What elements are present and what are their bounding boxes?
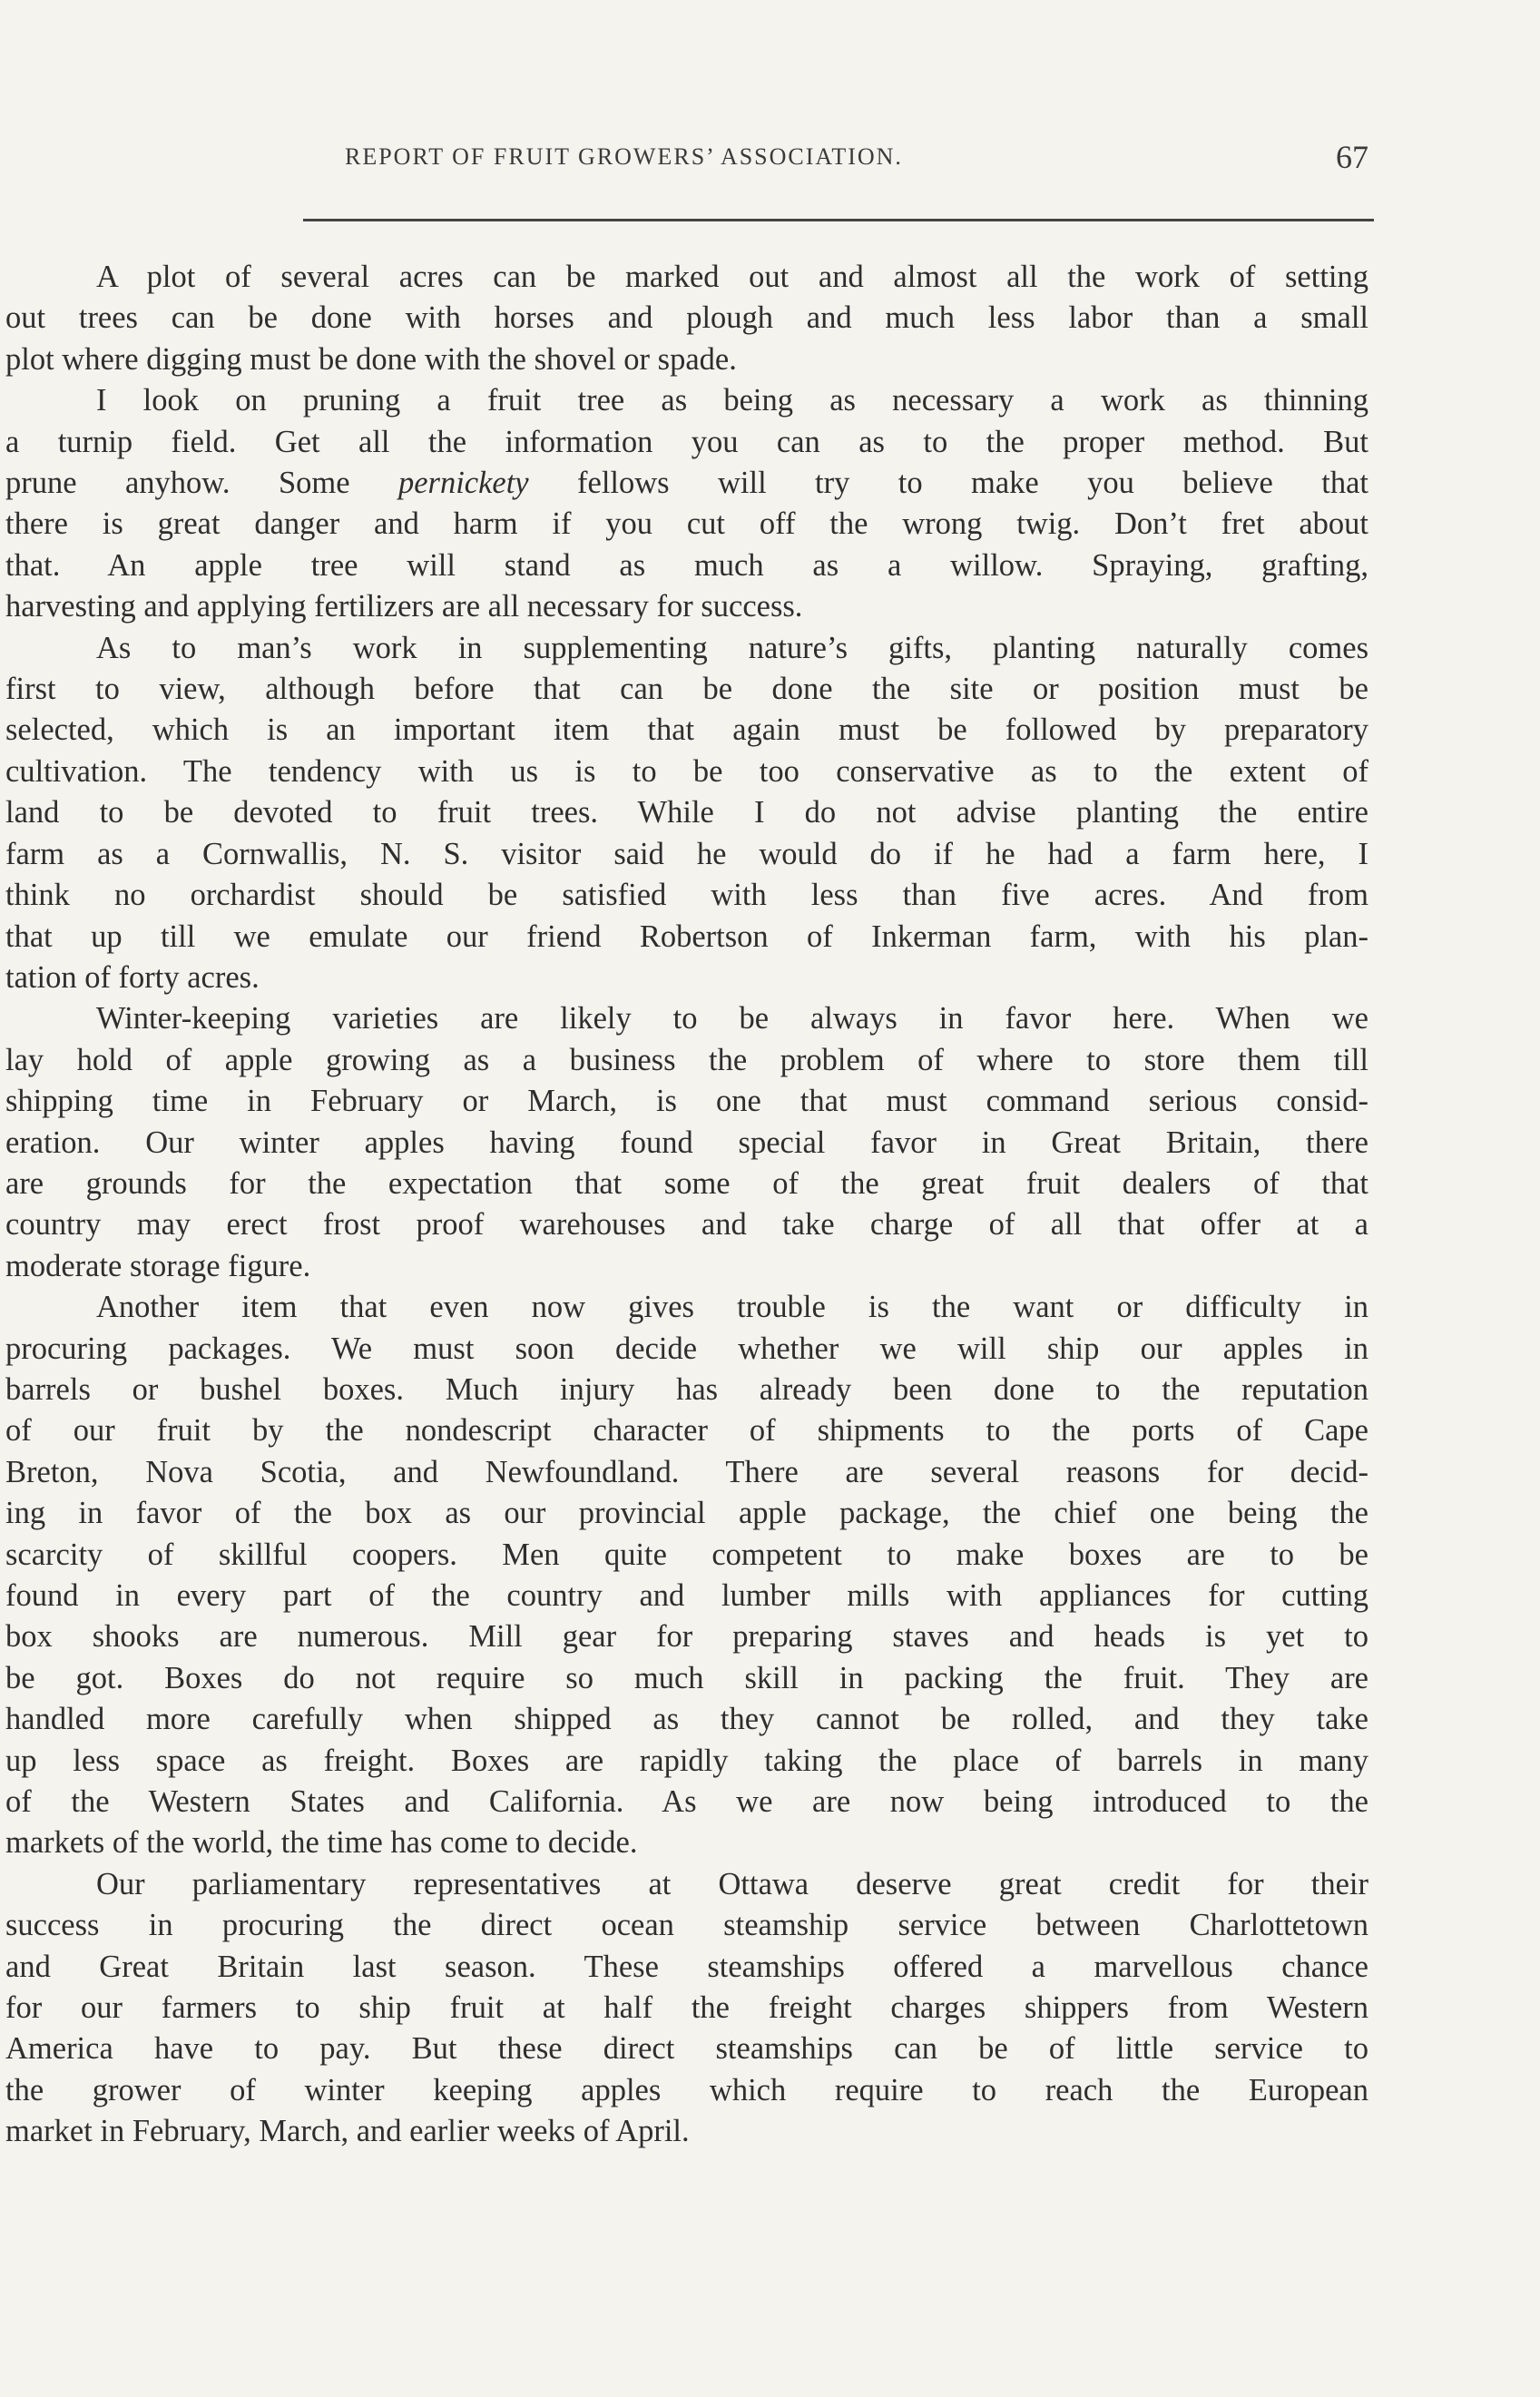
paragraph-2 bbox=[5, 380, 1368, 627]
body-text bbox=[5, 257, 1368, 2153]
header-rule bbox=[303, 219, 1374, 221]
text-line: a turnip field. Get all the information you can as to the proper method. But bbox=[5, 424, 1368, 459]
text-line: procuring packages. We must soon decide whether we will ship our apples in bbox=[5, 1331, 1368, 1366]
text-line: America have to pay. But these direct steamships can be of little service to bbox=[5, 2031, 1368, 2067]
running-header bbox=[309, 138, 1368, 183]
text-line: lay hold of apple growing as a business the problem of where to store them till bbox=[5, 1042, 1368, 1077]
text-line: cultivation. The tendency with us is to be too conservative as to the extent of bbox=[5, 753, 1368, 789]
text-line: country may erect frost proof warehouses and take charge of all that offer at a bbox=[5, 1207, 1368, 1243]
paragraph-5 bbox=[5, 1287, 1368, 1864]
text-line: up less space as freight. Boxes are rapidly taking the place of barrels in many bbox=[5, 1743, 1368, 1778]
text-line: for our farmers to ship fruit at half the freight charges shippers from Western bbox=[5, 1990, 1368, 2026]
text-line: box shooks are numerous. Mill gear for preparing staves and heads is yet to bbox=[5, 1619, 1368, 1655]
text-line: plot where digging must be done with the shovel or spade. bbox=[5, 341, 737, 377]
text-line: As to man’s work in supplementing nature’s gifts, planting naturally comes bbox=[96, 630, 1368, 665]
text-line: shipping time in February or March, is one that must command serious consid- bbox=[5, 1084, 1368, 1119]
page-number: 67 bbox=[1336, 139, 1368, 175]
text-line: prune anyhow. Some pernickety fellows will try to make you believe that bbox=[5, 466, 1368, 501]
text-line: Another item that even now gives trouble is the want or difficulty in bbox=[96, 1290, 1368, 1325]
text-line: market in February, March, and earlier weeks of April. bbox=[5, 2114, 690, 2149]
paragraph-1 bbox=[5, 257, 1368, 380]
text-line: that. An apple tree will stand as much as a willow. Spraying, grafting, bbox=[5, 547, 1368, 583]
paragraph-4 bbox=[5, 998, 1368, 1287]
text-line: scarcity of skillful coopers. Men quite competent to make boxes are to be bbox=[5, 1537, 1368, 1572]
text-line: Our parliamentary representatives at Ottawa deserve great credit for their bbox=[96, 1866, 1368, 1901]
text-line: tation of forty acres. bbox=[5, 959, 260, 995]
text-line: the grower of winter keeping apples which require to reach the European bbox=[5, 2072, 1368, 2107]
italic-word: pernickety bbox=[397, 466, 529, 501]
paragraph-6 bbox=[5, 1864, 1368, 2153]
text-line: first to view, although before that can be done the site or position must be bbox=[5, 672, 1368, 707]
text-line: selected, which is an important item that again must be followed by preparatory bbox=[5, 712, 1368, 748]
paragraph-3 bbox=[5, 628, 1368, 999]
header-title: REPORT OF FRUIT GROWERS’ ASSOCIATION. bbox=[345, 143, 903, 170]
text-line: eration. Our winter apples having found special favor in Great Britain, there bbox=[5, 1125, 1368, 1160]
text-line: found in every part of the country and lumber mills with appliances for cutting bbox=[5, 1578, 1368, 1613]
text-line: land to be devoted to fruit trees. While I do not advise planting the entire bbox=[5, 795, 1368, 830]
text-line: of our fruit by the nondescript character of shipments to the ports of Cape bbox=[5, 1413, 1368, 1449]
text-line: Breton, Nova Scotia, and Newfoundland. There are several reasons for decid- bbox=[5, 1454, 1368, 1489]
text-line: success in procuring the direct ocean steamship service between Charlottetown bbox=[5, 1908, 1368, 1943]
text-line: markets of the world, the time has come to decide. bbox=[5, 1825, 638, 1861]
text-line: ing in favor of the box as our provincial apple package, the chief one being the bbox=[5, 1496, 1368, 1531]
text-line: A plot of several acres can be marked out and almost all the work of setting bbox=[96, 260, 1368, 294]
text-line: Winter-keeping varieties are likely to be always in favor here. When we bbox=[96, 1001, 1368, 1036]
text-line: there is great danger and harm if you cut off the wrong twig. Don’t fret about bbox=[5, 506, 1368, 542]
text-line: harvesting and applying fertilizers are all necessary for success. bbox=[5, 589, 803, 624]
text-line: think no orchardist should be satisfied with less than five acres. And from bbox=[5, 878, 1368, 913]
text-line: out trees can be done with horses and plough and much less labor than a small bbox=[5, 300, 1368, 336]
text-line: be got. Boxes do not require so much skill in packing the fruit. They are bbox=[5, 1660, 1368, 1695]
text-line: I look on pruning a fruit tree as being as necessary a work as thinning bbox=[96, 383, 1368, 418]
text-line: and Great Britain last season. These steamships offered a marvellous chance bbox=[5, 1949, 1368, 1984]
text-line: barrels or bushel boxes. Much injury has already been done to the reputation bbox=[5, 1371, 1368, 1407]
text-line: that up till we emulate our friend Robertson of Inkerman farm, with his plan- bbox=[5, 919, 1368, 954]
text-line: are grounds for the expectation that some of the great fruit dealers of that bbox=[5, 1165, 1368, 1201]
text-line: moderate storage figure. bbox=[5, 1248, 311, 1283]
text-line: of the Western States and California. As we are now being introduced to the bbox=[5, 1784, 1368, 1820]
text-line: farm as a Cornwallis, N. S. visitor said he would do if he had a farm here, I bbox=[5, 836, 1368, 871]
text-line: handled more carefully when shipped as they cannot be rolled, and they take bbox=[5, 1702, 1368, 1737]
